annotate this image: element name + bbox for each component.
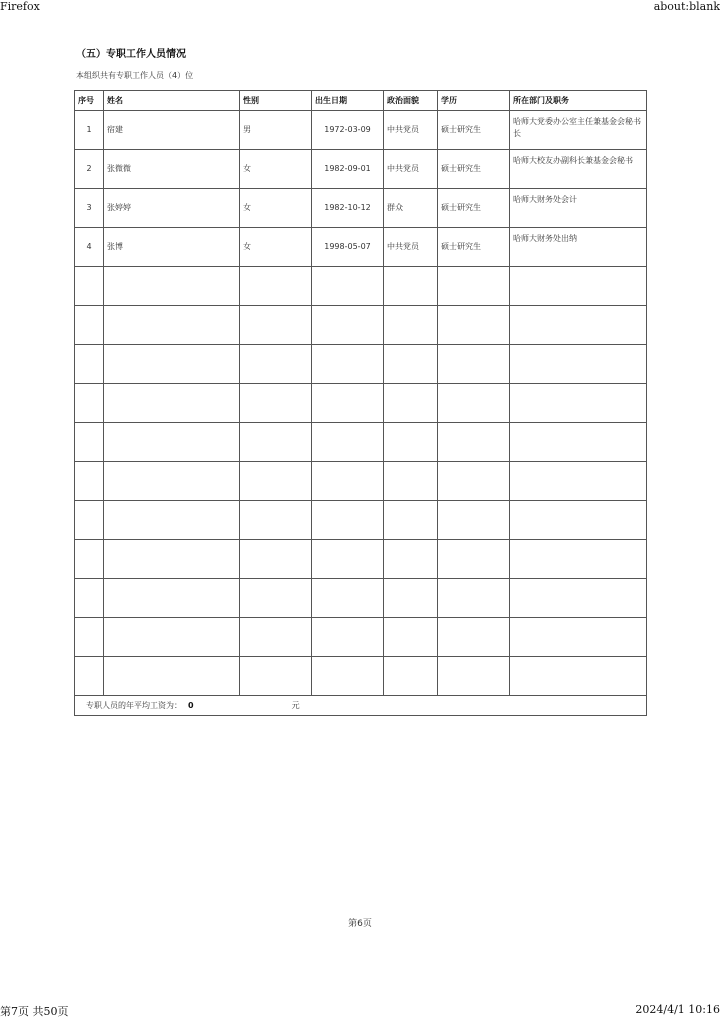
table-row	[75, 501, 647, 540]
cell-education	[438, 657, 510, 696]
header-seq-no: 序号	[75, 91, 104, 111]
cell-name	[104, 462, 240, 501]
table-row	[75, 111, 647, 150]
cell-department-position	[510, 618, 647, 657]
table-row	[75, 423, 647, 462]
cell-birth-date	[312, 657, 384, 696]
cell-name	[104, 345, 240, 384]
section-title: （五）专职工作人员情况	[76, 49, 186, 60]
cell-name	[104, 306, 240, 345]
header-education: 学历	[438, 91, 510, 111]
cell-political-status	[384, 267, 438, 306]
cell-education: 硕士研究生	[438, 150, 510, 189]
cell-seq-no	[75, 423, 104, 462]
cell-gender	[240, 657, 312, 696]
cell-birth-date	[312, 423, 384, 462]
cell-department-position	[510, 540, 647, 579]
cell-political-status	[384, 306, 438, 345]
cell-seq-no: 2	[75, 150, 104, 189]
cell-name: 张婷婷	[104, 189, 240, 228]
cell-birth-date	[312, 501, 384, 540]
cell-name	[104, 618, 240, 657]
table-row	[75, 267, 647, 306]
cell-political-status: 群众	[384, 189, 438, 228]
header-department-position: 所在部门及职务	[510, 91, 647, 111]
table-row	[75, 345, 647, 384]
cell-seq-no	[75, 657, 104, 696]
print-datetime: 2024/4/1 10:16	[635, 1003, 720, 1016]
cell-department-position	[510, 345, 647, 384]
table-row	[75, 306, 647, 345]
cell-department-position	[510, 579, 647, 618]
cell-political-status	[384, 618, 438, 657]
cell-seq-no	[75, 306, 104, 345]
cell-political-status	[384, 579, 438, 618]
cell-birth-date: 1998-05-07	[312, 228, 384, 267]
cell-birth-date	[312, 462, 384, 501]
cell-department-position: 哈师大财务处会计	[510, 189, 647, 228]
cell-gender: 男	[240, 111, 312, 150]
cell-political-status	[384, 657, 438, 696]
total-row	[75, 696, 647, 716]
cell-seq-no: 3	[75, 189, 104, 228]
browser-name: Firefox	[0, 0, 40, 13]
cell-birth-date	[312, 267, 384, 306]
table-header-row	[75, 91, 647, 111]
cell-name	[104, 423, 240, 462]
header-political-status: 政治面貌	[384, 91, 438, 111]
average-salary-value: 0	[188, 700, 194, 710]
cell-gender	[240, 267, 312, 306]
header-gender: 性别	[240, 91, 312, 111]
cell-department-position	[510, 462, 647, 501]
cell-department-position	[510, 423, 647, 462]
cell-seq-no: 1	[75, 111, 104, 150]
cell-political-status: 中共党员	[384, 228, 438, 267]
average-salary-cell	[75, 696, 647, 716]
average-salary-unit: 元	[291, 700, 300, 710]
cell-name	[104, 267, 240, 306]
header-name: 姓名	[104, 91, 240, 111]
cell-department-position	[510, 306, 647, 345]
cell-seq-no	[75, 618, 104, 657]
cell-political-status	[384, 423, 438, 462]
cell-education	[438, 540, 510, 579]
cell-department-position: 哈师大财务处出纳	[510, 228, 647, 267]
cell-department-position: 哈师大校友办副科长兼基金会秘书	[510, 150, 647, 189]
cell-gender	[240, 306, 312, 345]
cell-seq-no	[75, 540, 104, 579]
table-row	[75, 384, 647, 423]
cell-gender	[240, 501, 312, 540]
table-row	[75, 189, 647, 228]
cell-name	[104, 657, 240, 696]
cell-seq-no	[75, 579, 104, 618]
cell-name	[104, 384, 240, 423]
cell-birth-date: 1982-09-01	[312, 150, 384, 189]
cell-name: 宿建	[104, 111, 240, 150]
table-row	[75, 579, 647, 618]
cell-name	[104, 579, 240, 618]
page-count: 第7页 共50页	[0, 1005, 69, 1018]
cell-gender	[240, 579, 312, 618]
cell-gender	[240, 618, 312, 657]
cell-seq-no	[75, 462, 104, 501]
cell-birth-date	[312, 540, 384, 579]
cell-seq-no	[75, 345, 104, 384]
cell-political-status	[384, 462, 438, 501]
table-row	[75, 462, 647, 501]
cell-education	[438, 306, 510, 345]
cell-birth-date: 1982-10-12	[312, 189, 384, 228]
cell-department-position	[510, 384, 647, 423]
table-row	[75, 150, 647, 189]
cell-gender	[240, 540, 312, 579]
cell-birth-date	[312, 618, 384, 657]
cell-birth-date	[312, 384, 384, 423]
cell-gender: 女	[240, 228, 312, 267]
table-row	[75, 228, 647, 267]
page-number: 第6页	[348, 919, 372, 929]
cell-political-status: 中共党员	[384, 150, 438, 189]
cell-education	[438, 462, 510, 501]
cell-gender	[240, 462, 312, 501]
cell-department-position	[510, 657, 647, 696]
cell-birth-date	[312, 579, 384, 618]
cell-political-status: 中共党员	[384, 111, 438, 150]
average-salary-label: 专职人员的年平均工资为：	[86, 700, 182, 710]
page-url: about:blank	[653, 0, 720, 13]
cell-name: 张微微	[104, 150, 240, 189]
cell-gender	[240, 345, 312, 384]
cell-political-status	[384, 384, 438, 423]
cell-political-status	[384, 501, 438, 540]
cell-seq-no	[75, 384, 104, 423]
cell-birth-date	[312, 345, 384, 384]
print-footer	[0, 1003, 720, 1017]
cell-name	[104, 540, 240, 579]
cell-education	[438, 423, 510, 462]
cell-gender	[240, 384, 312, 423]
cell-education: 硕士研究生	[438, 228, 510, 267]
print-header	[0, 0, 720, 14]
cell-political-status	[384, 540, 438, 579]
cell-gender: 女	[240, 150, 312, 189]
cell-seq-no	[75, 501, 104, 540]
cell-education: 硕士研究生	[438, 189, 510, 228]
cell-education: 硕士研究生	[438, 111, 510, 150]
cell-education	[438, 579, 510, 618]
table-body	[75, 111, 647, 696]
cell-seq-no: 4	[75, 228, 104, 267]
cell-education	[438, 618, 510, 657]
table-row	[75, 540, 647, 579]
cell-education	[438, 267, 510, 306]
table-row	[75, 618, 647, 657]
cell-department-position: 哈师大党委办公室主任兼基金会秘书长	[510, 111, 647, 150]
cell-education	[438, 501, 510, 540]
staff-table	[74, 90, 647, 716]
cell-name: 张博	[104, 228, 240, 267]
cell-education	[438, 384, 510, 423]
cell-birth-date	[312, 306, 384, 345]
cell-department-position	[510, 501, 647, 540]
staff-count-text: 本组织共有专职工作人员（4）位	[76, 71, 194, 80]
cell-birth-date: 1972-03-09	[312, 111, 384, 150]
cell-education	[438, 345, 510, 384]
header-birth-date: 出生日期	[312, 91, 384, 111]
cell-department-position	[510, 267, 647, 306]
cell-seq-no	[75, 267, 104, 306]
cell-gender: 女	[240, 189, 312, 228]
cell-name	[104, 501, 240, 540]
cell-political-status	[384, 345, 438, 384]
cell-gender	[240, 423, 312, 462]
table-row	[75, 657, 647, 696]
